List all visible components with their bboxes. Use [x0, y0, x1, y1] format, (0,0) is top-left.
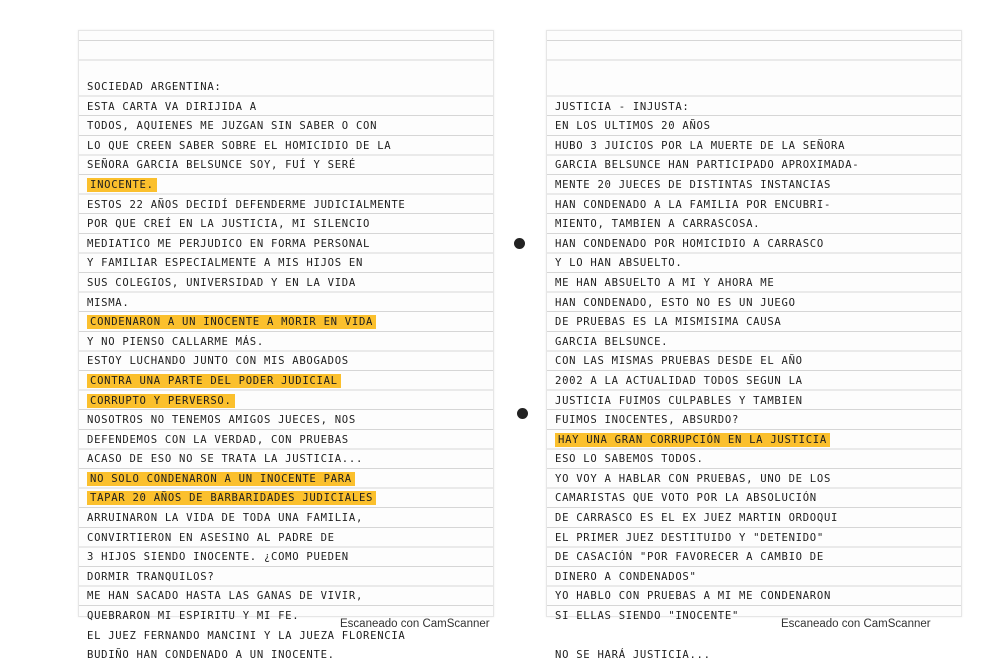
letter-line: [555, 489, 955, 509]
letter-line: [87, 587, 487, 607]
handwritten-text: DE CASACIÓN "POR FAVORECER A CAMBIO DE: [555, 551, 824, 564]
handwritten-text: JUSTICIA - INJUSTA:: [555, 100, 690, 113]
letter-line: [87, 568, 487, 588]
handwritten-text: ESTOS 22 AÑOS DECIDÍ DEFENDERME JUDICIALMENTE: [87, 198, 406, 211]
handwritten-text: NO SE HARÁ JUSTICIA...: [555, 649, 711, 662]
handwritten-text: HAN CONDENADO, ESTO NO ES UN JUEGO: [555, 296, 796, 309]
letter-line: [87, 529, 487, 549]
handwritten-text: GARCIA BELSUNCE.: [555, 335, 669, 348]
letter-line: [555, 235, 955, 255]
handwritten-text: DE PRUEBAS ES LA MISMISIMA CAUSA: [555, 316, 782, 329]
letter-line: [555, 450, 955, 470]
handwritten-text: SEÑORA GARCIA BELSUNCE SOY, FUÍ Y SERÉ: [87, 159, 356, 172]
letter-line: [555, 509, 955, 529]
letter-line: [87, 137, 487, 157]
handwritten-text: YO VOY A HABLAR CON PRUEBAS, UNO DE LOS: [555, 472, 832, 485]
letter-line: [555, 470, 955, 490]
handwritten-text: JUSTICIA FUIMOS CULPABLES Y TAMBIEN: [555, 394, 803, 407]
handwritten-text: HAN CONDENADO A LA FAMILIA POR ENCUBRI-: [555, 198, 832, 211]
letter-line: [555, 411, 955, 431]
letter-line: [87, 333, 487, 353]
handwritten-text: 2002 A LA ACTUALIDAD TODOS SEGUN LA: [555, 374, 803, 387]
handwritten-text: ESO LO SABEMOS TODOS.: [555, 453, 704, 466]
handwritten-text: MIENTO, TAMBIEN A CARRASCOSA.: [555, 218, 761, 231]
highlighted-text: NO SOLO CONDENARON A UN INOCENTE PARA: [87, 472, 355, 486]
letter-line: [87, 98, 487, 118]
letter-line: [87, 196, 487, 216]
handwritten-text: YO HABLO CON PRUEBAS A MI ME CONDENARON: [555, 590, 832, 603]
handwritten-text: CAMARISTAS QUE VOTO POR LA ABSOLUCIÓN: [555, 492, 817, 505]
handwritten-text: TODOS, AQUIENES ME JUZGAN SIN SABER O CON: [87, 120, 378, 133]
handwritten-text: LO QUE CREEN SABER SOBRE EL HOMICIDIO DE LA: [87, 139, 392, 152]
handwritten-text: ARRUINARON LA VIDA DE TODA UNA FAMILIA,: [87, 512, 364, 525]
letter-line: [87, 470, 487, 490]
handwritten-text: EL PRIMER JUEZ DESTITUIDO Y "DETENIDO": [555, 531, 824, 544]
punch-hole: [517, 408, 528, 419]
letter-line: [555, 137, 955, 157]
letter-line: [555, 568, 955, 588]
handwritten-text: CON LAS MISMAS PRUEBAS DESDE EL AÑO: [555, 355, 803, 368]
letter-lines-right: [555, 78, 955, 666]
letter-line: [87, 274, 487, 294]
handwritten-text: SI ELLAS SIENDO "INOCENTE": [555, 610, 740, 623]
punch-hole: [514, 238, 525, 249]
highlighted-text: CORRUPTO Y PERVERSO.: [87, 394, 235, 408]
letter-line: [87, 117, 487, 137]
highlighted-text: CONDENARON A UN INOCENTE A MORIR EN VIDA: [87, 315, 376, 329]
handwritten-text: ME HAN ABSUELTO A MI Y AHORA ME: [555, 276, 775, 289]
highlighted-text: INOCENTE.: [87, 178, 157, 192]
letter-line: [555, 117, 955, 137]
handwritten-text: DORMIR TRANQUILOS?: [87, 570, 215, 583]
letter-line: [555, 548, 955, 568]
letter-line: [555, 254, 955, 274]
letter-line: [87, 431, 487, 451]
letter-line: [87, 156, 487, 176]
letter-line: [555, 176, 955, 196]
letter-line: [555, 196, 955, 216]
handwritten-text: DE CARRASCO ES EL EX JUEZ MARTIN ORDOQUI: [555, 512, 839, 525]
letter-line: [87, 78, 487, 98]
handwritten-text: ACASO DE ESO NO SE TRATA LA JUSTICIA...: [87, 453, 364, 466]
highlighted-text: CONTRA UNA PARTE DEL PODER JUDICIAL: [87, 374, 341, 388]
handwritten-text: QUEBRARON MI ESPIRITU Y MI FE.: [87, 610, 300, 623]
letter-line: [87, 509, 487, 529]
handwritten-text: SOCIEDAD ARGENTINA:: [87, 81, 222, 93]
handwritten-text: Y NO PIENSO CALLARME MÁS.: [87, 335, 264, 348]
handwritten-text: DINERO A CONDENADOS": [555, 570, 697, 583]
letter-line: [87, 450, 487, 470]
handwritten-text: CONVIRTIERON EN ASESINO AL PADRE DE: [87, 531, 335, 544]
letter-line: [87, 235, 487, 255]
letter-line: [555, 78, 955, 98]
letter-line: [87, 352, 487, 372]
highlighted-text: TAPAR 20 AÑOS DE BARBARIDADES JUDICIALES: [87, 491, 376, 505]
handwritten-text: Y LO HAN ABSUELTO.: [555, 257, 683, 270]
letter-line: [87, 254, 487, 274]
letter-line: [555, 392, 955, 412]
handwritten-text: ESTOY LUCHANDO JUNTO CON MIS ABOGADOS: [87, 355, 349, 368]
handwritten-text: EN LOS ULTIMOS 20 AÑOS: [555, 120, 711, 133]
letter-line: [555, 333, 955, 353]
handwritten-text: BUDIÑO HAN CONDENADO A UN INOCENTE.: [87, 649, 335, 662]
handwritten-text: 3 HIJOS SIENDO INOCENTE. ¿COMO PUEDEN: [87, 551, 349, 564]
handwritten-text: ME HAN SACADO HASTA LAS GANAS DE VIVIR,: [87, 590, 364, 603]
letter-line: [87, 372, 487, 392]
handwritten-text: Y FAMILIAR ESPECIALMENTE A MIS HIJOS EN: [87, 257, 364, 270]
letter-line: [87, 176, 487, 196]
letter-line: [555, 313, 955, 333]
letter-line: [555, 294, 955, 314]
letter-line: [87, 313, 487, 333]
letter-line: [87, 392, 487, 412]
handwritten-text: MEDIATICO ME PERJUDICO EN FORMA PERSONAL: [87, 237, 371, 250]
handwritten-text: SUS COLEGIOS, UNIVERSIDAD Y EN LA VIDA: [87, 276, 356, 289]
letter-line: [555, 529, 955, 549]
scanner-caption-right: Escaneado con CamScanner: [781, 618, 931, 630]
letter-line: [555, 274, 955, 294]
handwritten-text: ESTA CARTA VA DIRIJIDA A: [87, 100, 257, 113]
handwritten-text: FUIMOS INOCENTES, ABSURDO?: [555, 414, 740, 427]
handwritten-text: GARCIA BELSUNCE HAN PARTICIPADO APROXIMADA-: [555, 159, 860, 172]
letter-line: [87, 489, 487, 509]
scanner-caption-left: Escaneado con CamScanner: [340, 618, 490, 630]
letter-line: [555, 352, 955, 372]
letter-line: [555, 431, 955, 451]
handwritten-text: NOSOTROS NO TENEMOS AMIGOS JUECES, NOS: [87, 414, 356, 427]
handwritten-text: EL JUEZ FERNANDO MANCINI Y LA JUEZA FLORENCIA: [87, 629, 406, 642]
highlighted-text: HAY UNA GRAN CORRUPCIÓN EN LA JUSTICIA: [555, 433, 830, 447]
letter-line: [87, 215, 487, 235]
handwritten-text: MISMA.: [87, 296, 130, 309]
letter-line: [555, 215, 955, 235]
letter-line: [555, 98, 955, 118]
handwritten-text: HAN CONDENADO POR HOMICIDIO A CARRASCO: [555, 237, 824, 250]
handwritten-text: MENTE 20 JUECES DE DISTINTAS INSTANCIAS: [555, 178, 832, 191]
letter-line: [87, 548, 487, 568]
handwritten-text: HUBO 3 JUICIOS POR LA MUERTE DE LA SEÑORA: [555, 139, 846, 152]
letter-line: [555, 156, 955, 176]
handwritten-text: DEFENDEMOS CON LA VERDAD, CON PRUEBAS: [87, 433, 349, 446]
letter-line: [87, 294, 487, 314]
letter-line: [87, 646, 487, 666]
letter-line: [555, 372, 955, 392]
letter-lines-left: [87, 78, 487, 666]
handwritten-text: POR QUE CREÍ EN LA JUSTICIA, MI SILENCIO: [87, 218, 371, 231]
letter-line: [555, 646, 955, 666]
letter-line: [555, 587, 955, 607]
letter-line: [87, 411, 487, 431]
